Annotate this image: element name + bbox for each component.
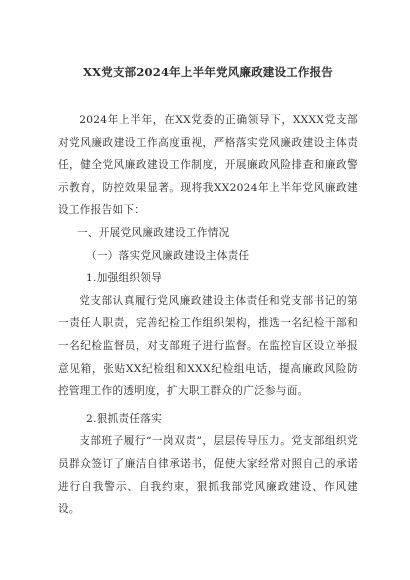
- document-title: XX党支部2024年上半年党风廉政建设工作报告: [83, 65, 333, 79]
- section-heading-1: 一、开展党风廉政建设工作情况: [77, 226, 230, 239]
- intro-paragraph: 2024年上半年，在XX党委的正确领导下，XXXX党支部对党风廉政建设工作高度重视，严格落实党风廉政建设主体责任，健全党风廉政建设工作制度，开展廉政风险排查和廉政警示教育，防控效果显著。现将我XX2024年上半年党风廉政建设工作报告如下：: [58, 114, 358, 217]
- item-heading-1: 1.加强组织领导: [86, 272, 163, 285]
- item-heading-2: 2.狠抓责任落实: [86, 412, 163, 425]
- item-body-2: 支部班子履行“一岗双责”，层层传导压力。党支部组织党员群众签订了廉洁自律承诺书，促使大家经常对照自己的承诺进行自我警示、自我约束，狠抓我部党风廉政建设、作风建设。: [58, 435, 358, 516]
- item-body-1: 党支部认真履行党风廉政建设主体责任和党支部书记的第一责任人职责，完善纪检工作组织架构，推选一名纪检干部和一名纪检监督员，对支部班子进行监督。在监控盲区设立举报意见箱，张贴XX纪检组和XXX纪检组电话，提高廉政风险防控管理工作的透明度，扩大职工群众的广泛参与面。: [58, 294, 358, 398]
- subsection-heading-1: （一）落实党风廉政建设主体责任: [86, 249, 250, 262]
